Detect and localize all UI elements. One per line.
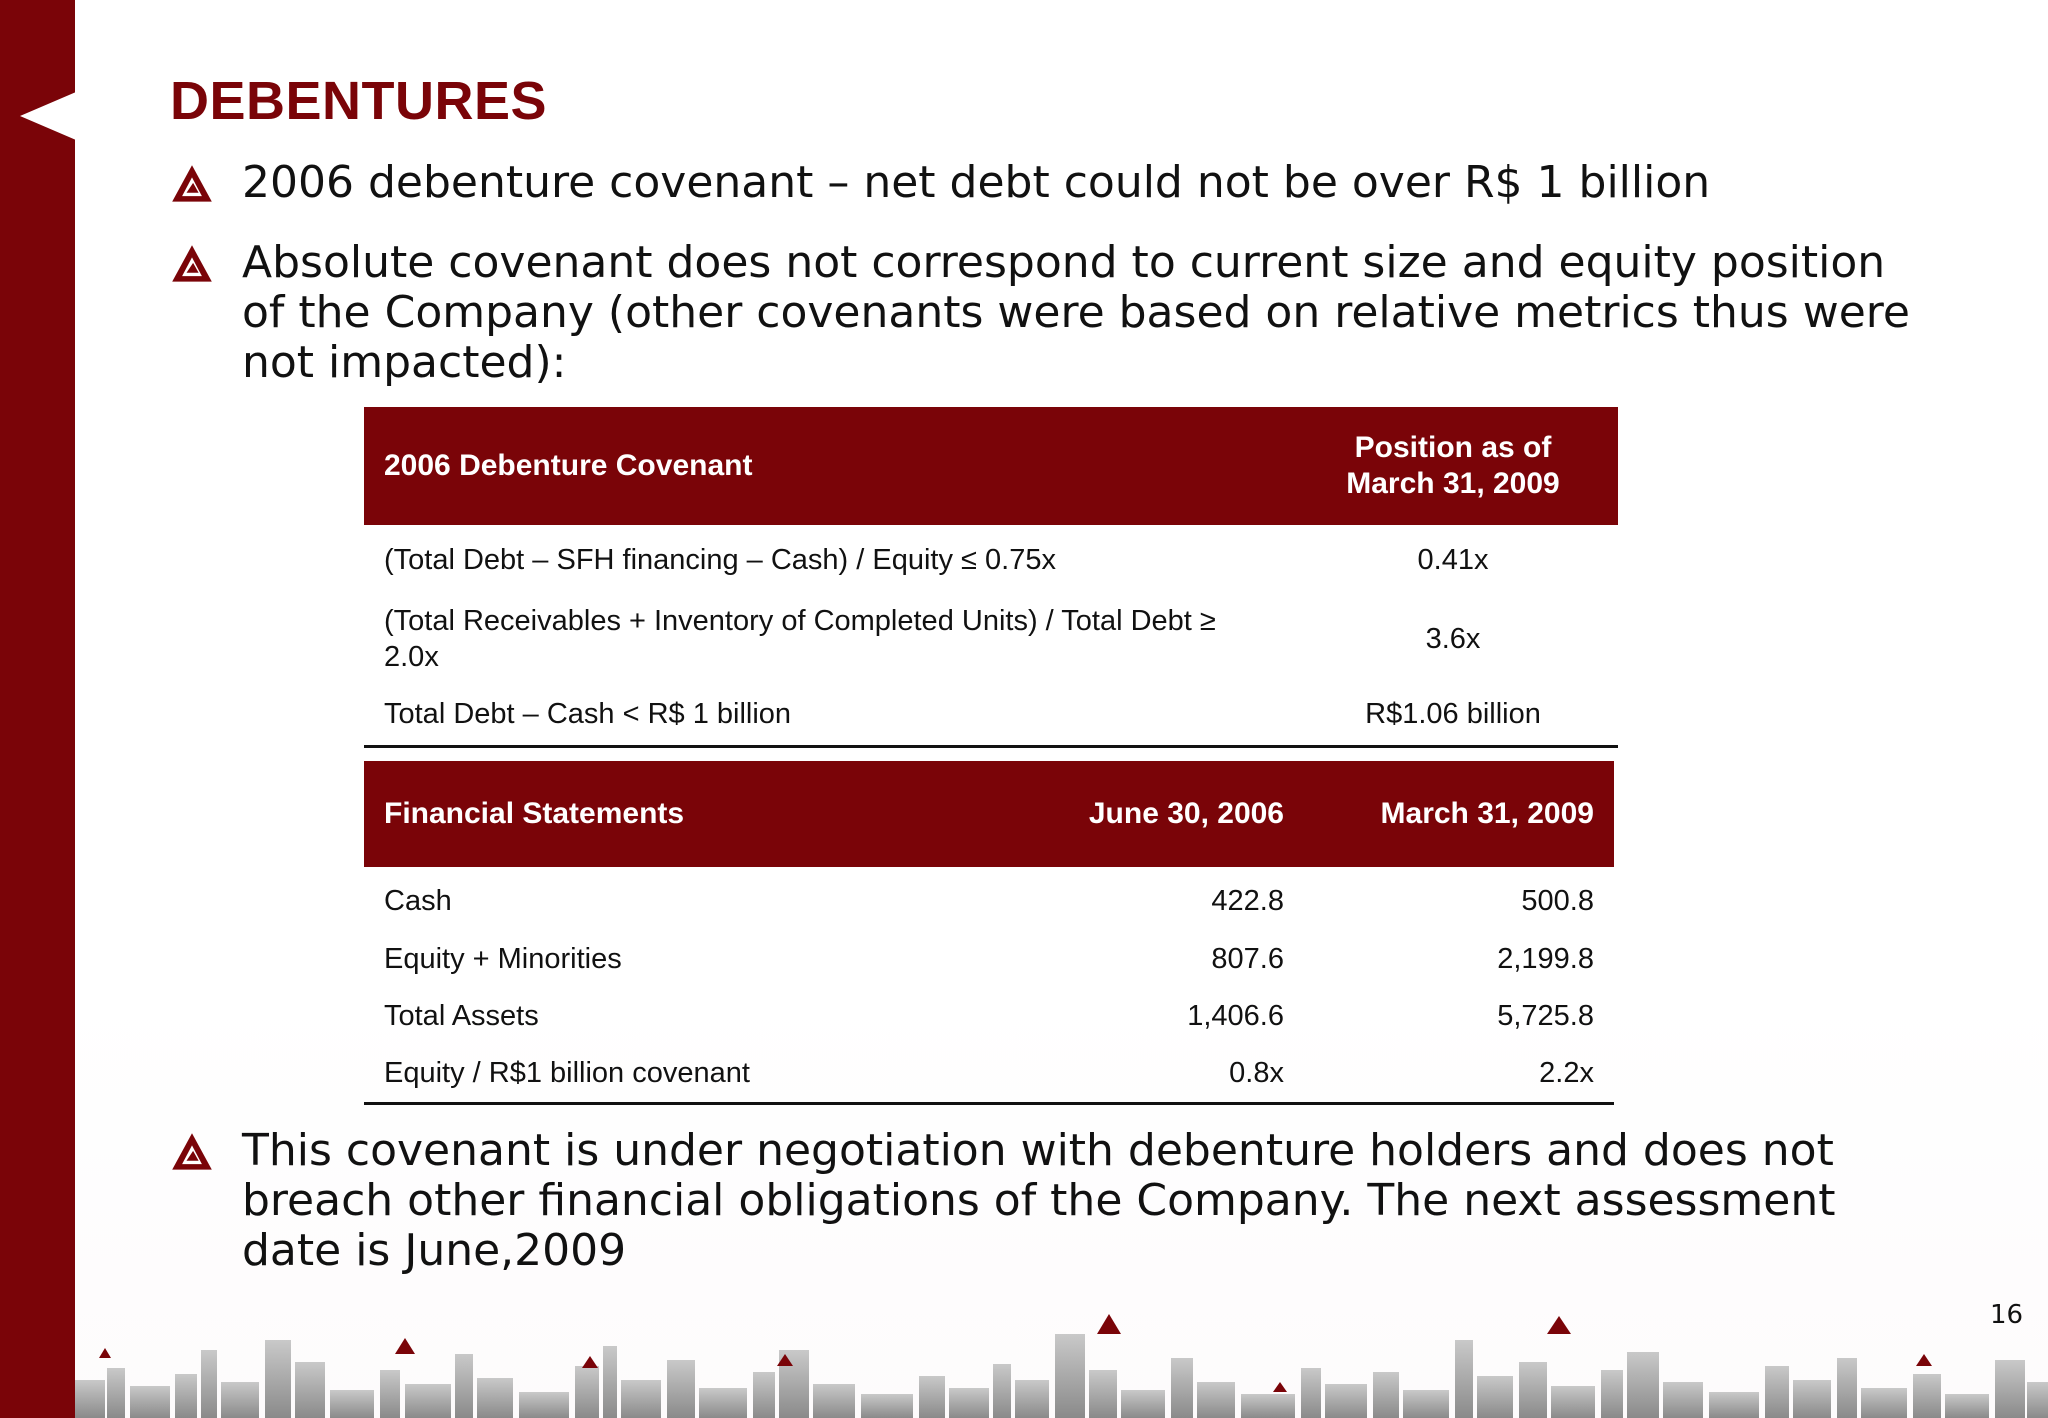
covenant-table (364, 407, 1618, 748)
table-cell: Equity + Minorities (384, 943, 622, 975)
bullet-text: 2006 debenture covenant – net debt could not be over R$ 1 billion (242, 157, 1711, 208)
financial-statements-table (364, 761, 1614, 1105)
bullet-text: Absolute covenant does not correspond to current size and equity position of the Company (other covenants were based on relative metrics thus were not impacted): (242, 237, 1910, 388)
bullet-text: This covenant is under negotiation with debenture holders and does not breach other financial obligations of the Company. The next assessment date is June,2009 (242, 1125, 1836, 1276)
table-row (364, 1045, 1614, 1104)
slide-title: DEBENTURES (170, 71, 548, 131)
table-cell: 422.8 (1211, 884, 1284, 917)
table-row (364, 525, 1618, 595)
triangle-logo-icon (170, 242, 214, 286)
column-header: June 30, 2006 (1004, 761, 1304, 867)
left-band-notch (20, 92, 76, 140)
table-cell: 1,406.6 (1187, 1000, 1284, 1032)
column-header: March 31, 2009 (1304, 761, 1614, 867)
table-cell: Total Debt – Cash < R$ 1 billion (384, 697, 792, 730)
table-row (364, 683, 1618, 747)
table-cell: 5,725.8 (1497, 1000, 1594, 1032)
table-cell: (Total Receivables + Inventory of Completed Units) / Total Debt ≥ 2.0x (384, 605, 1216, 673)
page-number: 16 (1990, 1300, 2024, 1330)
table-row (364, 931, 1614, 988)
table-header-row (364, 761, 1614, 867)
table-cell: R$1.06 billion (1365, 697, 1541, 730)
table-cell: 807.6 (1211, 943, 1284, 975)
bullet-item (170, 238, 1930, 388)
bullet-item (170, 158, 1930, 208)
table-cell: 0.8x (1229, 1057, 1284, 1089)
bullet-item (170, 1126, 1930, 1276)
left-accent-band (0, 0, 75, 1418)
column-header: Financial Statements (364, 761, 1004, 867)
table-cell: Cash (384, 884, 452, 917)
table-cell: 2.2x (1539, 1057, 1594, 1089)
table-cell: (Total Debt – SFH financing – Cash) / Equity ≤ 0.75x (384, 543, 1056, 576)
table-row (364, 988, 1614, 1045)
column-header: Position as of March 31, 2009 (1288, 407, 1618, 525)
column-header: 2006 Debenture Covenant (364, 407, 1288, 525)
table-header-row (364, 407, 1618, 525)
table-cell: 2,199.8 (1497, 943, 1594, 975)
table-cell: Total Assets (384, 1000, 539, 1032)
triangle-logo-icon (170, 162, 214, 206)
table-cell: 500.8 (1521, 884, 1594, 917)
city-skyline-icon (75, 1310, 2048, 1418)
table-row (364, 595, 1618, 683)
table-cell: 0.41x (1417, 543, 1489, 576)
table-row (364, 867, 1614, 931)
table-cell: Equity / R$1 billion covenant (384, 1057, 750, 1089)
table-cell: 3.6x (1425, 623, 1481, 655)
triangle-logo-icon (170, 1130, 214, 1174)
